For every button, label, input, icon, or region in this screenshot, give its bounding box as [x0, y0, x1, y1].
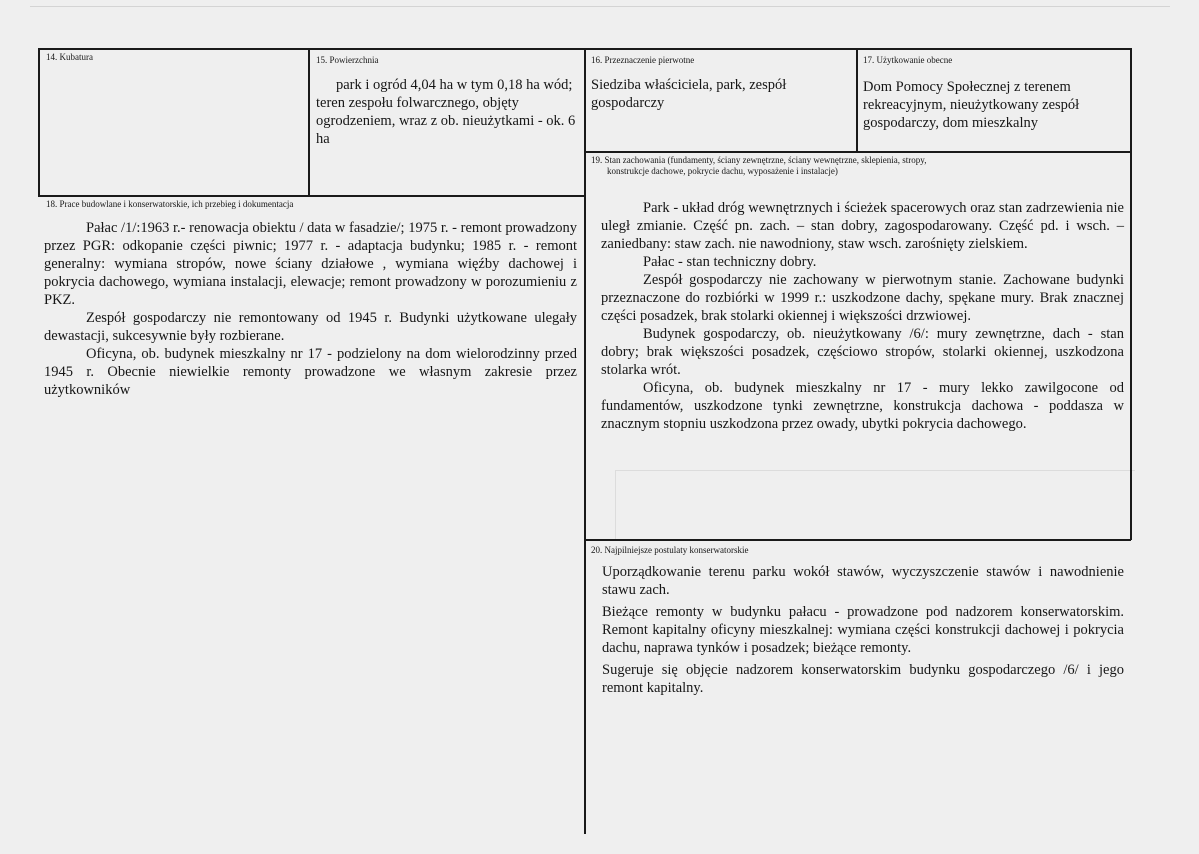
postulaty-paragraph: Sugeruje się objęcie nadzorem konserwatorskim budynku gospodarczego /6/ i jego remont kapitalny.: [602, 662, 1124, 696]
prace-paragraph: Pałac /1/:1963 r.- renowacja obiektu / data w fasadzie/; 1975 r. - remont prowadzony przez PGR: odkopanie części piwnic; 1977 r. - adaptacja budynku; 1985 r. - remont generalny: wymiana stropów, nowe ściany działowe , wymiana więźby dachowej i pokrycia dachowego, wymiana instalacji, elewacje; remont prowadzony w porozumieniu z PKZ.: [44, 220, 577, 308]
uzytkowanie-value: Dom Pomocy Społecznej z terenem rekreacyjnym, nieużytkowany zespół gospodarczy, dom mieszkalny: [863, 79, 1080, 131]
stan-paragraph: Zespół gospodarczy nie zachowany w pierwotnym stanie. Zachowane budynki przeznaczone do rozbiórki w 1999 r.: uszkodzone dachy, spękane mury. Brak znacznej części posadzek, brak stolarki okiennej i większości drzwiowej.: [601, 272, 1124, 324]
row-divider: [584, 539, 1131, 541]
prace-label: 18. Prace budowlane i konserwatorskie, ich przebieg i dokumentacja: [46, 199, 294, 209]
prace-text: [44, 219, 577, 399]
przeznaczenie-value: Siedziba właściciela, park, zespół gospodarczy: [591, 77, 787, 111]
kubatura-label: 14. Kubatura: [46, 52, 93, 62]
center-divider: [584, 48, 586, 834]
bleed-through-line: [615, 470, 616, 540]
stan-text: [601, 199, 1124, 433]
row-divider: [584, 151, 1131, 153]
stan-paragraph: Oficyna, ob. budynek mieszkalny nr 17 - mury lekko zawilgocone od fundamentów, uszkodzone tynki zewnętrzne, konstrukcja dachowa - poddasza w znacznym stopniu uszkodzona przez owady, ubytki pokrycia dachowego.: [601, 380, 1124, 432]
przeznaczenie-label: 16. Przeznaczenie pierwotne: [591, 55, 695, 65]
prace-paragraph: Oficyna, ob. budynek mieszkalny nr 17 - podzielony na dom wielorodzinny przed 1945 r. Obecnie niewielkie remonty prowadzone we własnym zakresie przez użytkowników: [44, 346, 577, 398]
powierzchnia-value: park i ogród 4,04 ha w tym 0,18 ha wód; teren zespołu folwarcznego, objęty ogrodzeniem, wraz z ob. nieużytkami - ok. 6 ha: [316, 77, 576, 147]
divider: [856, 48, 858, 152]
divider: [308, 48, 310, 196]
bleed-through-line: [30, 6, 1170, 7]
stan-label-continued: konstrukcje dachowe, pokrycie dachu, wyposażenie i instalacje): [607, 166, 838, 176]
left-border: [38, 48, 40, 196]
postulaty-text: [602, 563, 1124, 697]
postulaty-paragraph: Bieżące remonty w budynku pałacu - prowadzone pod nadzorem konserwatorskim. Remont kapitalny oficyny mieszkalnej: wymiana części konstrukcji dachowej i pokrycia dachu, naprawa tynków i posadzek; bieżące remonty.: [602, 604, 1124, 656]
row-divider: [38, 195, 585, 197]
stan-paragraph: Budynek gospodarczy, ob. nieużytkowany /6/: mury zewnętrzne, dach - stan dobry; brak większości posadzek, częściowo stropów, stolarki okiennej, uszkodzona stolarka wrót.: [601, 326, 1124, 378]
bleed-through-line: [615, 470, 1135, 471]
stan-label: 19. Stan zachowania (fundamenty, ściany zewnętrzne, ściany wewnętrzne, sklepienia, stropy,: [591, 155, 927, 165]
postulaty-label: 20. Najpilniejsze postulaty konserwatorskie: [591, 545, 749, 555]
right-border: [1130, 48, 1132, 540]
uzytkowanie-label: 17. Użytkowanie obecne: [863, 55, 953, 65]
prace-paragraph: Zespół gospodarczy nie remontowany od 1945 r. Budynki użytkowane ulegały dewastacji, sukcesywnie były rozbierane.: [44, 310, 577, 344]
stan-paragraph: Pałac - stan techniczny dobry.: [643, 254, 817, 270]
powierzchnia-label: 15. Powierzchnia: [316, 55, 379, 65]
stan-paragraph: Park - układ dróg wewnętrznych i ścieżek spacerowych oraz stan zadrzewienia nie uległ zmianie. Część pn. zach. – stan dobry, zagospodarowany. Część pd. i wsch. – zaniedbany: staw zach. nie nawodniony, staw wsch. zarośnięty zielskiem.: [601, 200, 1124, 252]
postulaty-paragraph: Uporządkowanie terenu parku wokół stawów, wyczyszczenie stawów i nawodnienie stawu zach.: [602, 564, 1124, 598]
